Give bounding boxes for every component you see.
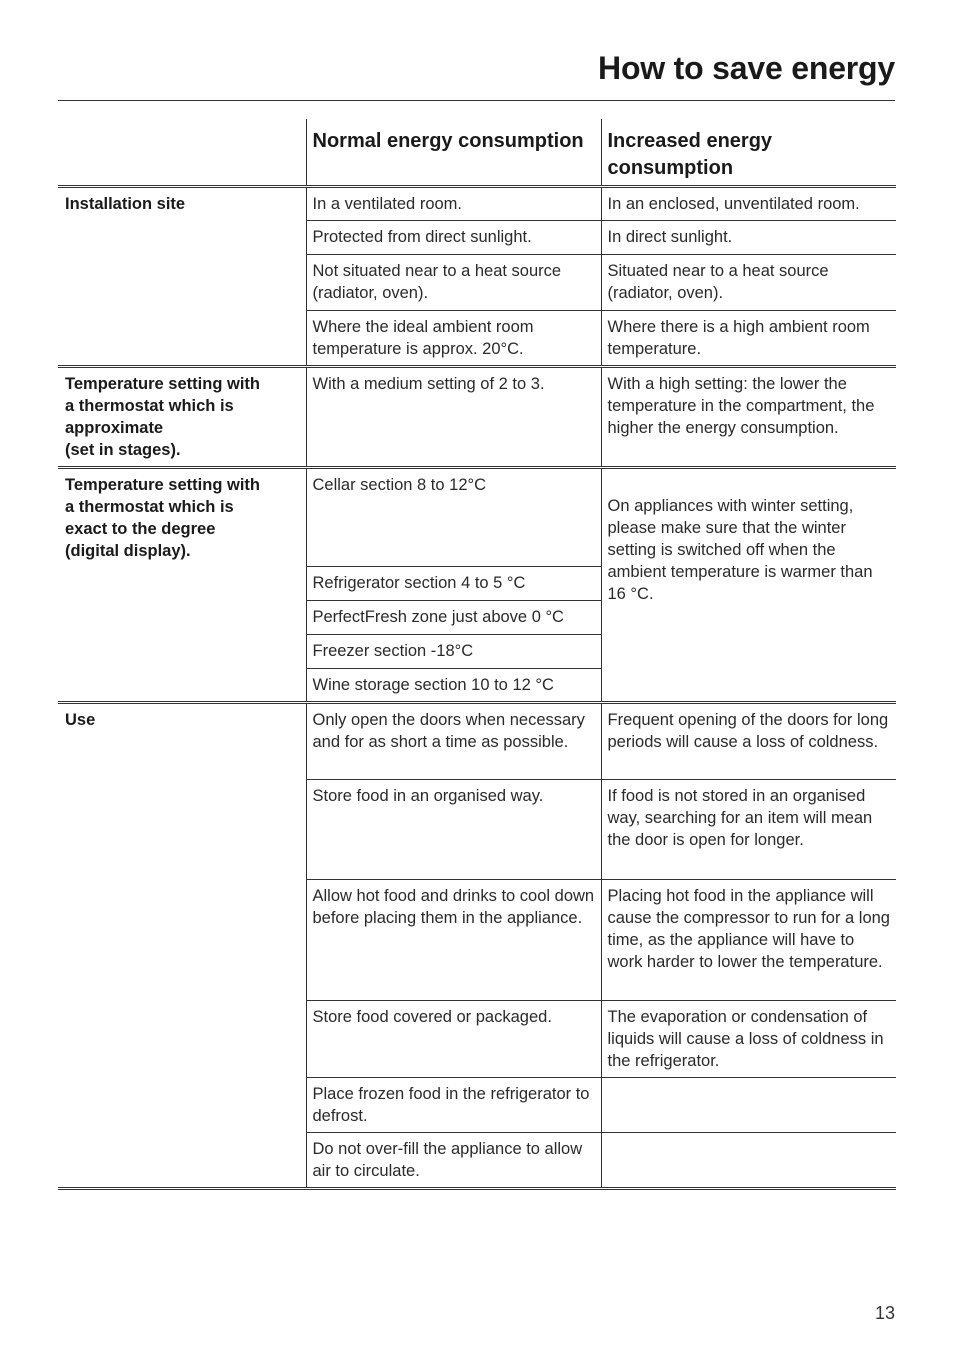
normal-cell: With a medium setting of 2 to 3.	[306, 367, 601, 468]
increased-cell	[601, 1133, 896, 1189]
label-line: a thermostat which is	[65, 498, 234, 516]
label-line: Temperature setting with	[65, 476, 260, 494]
increased-cell: Situated near to a heat source (radiator, oven).	[601, 255, 896, 311]
row-label-thermostat-stages	[58, 367, 306, 468]
normal-cell: Store food in an organised way.	[306, 780, 601, 880]
label-line: a thermostat which is	[65, 397, 234, 415]
label-line: (set in stages).	[65, 441, 181, 459]
energy-table	[58, 119, 896, 1190]
normal-cell: Allow hot food and drinks to cool down before placing them in the appliance.	[306, 880, 601, 1001]
normal-cell: Place frozen food in the refrigerator to defrost.	[306, 1078, 601, 1133]
increased-cell: Where there is a high ambient room temperature.	[601, 311, 896, 367]
normal-cell: Protected from direct sunlight.	[306, 221, 601, 255]
normal-cell: Store food covered or packaged.	[306, 1001, 601, 1078]
increased-cell: If food is not stored in an organised way, searching for an item will mean the door is open for longer.	[601, 780, 896, 880]
increased-cell: Placing hot food in the appliance will cause the compressor to run for a long time, as the appliance will have to work harder to lower the temperature.	[601, 880, 896, 1001]
label-line: Temperature setting with	[65, 375, 260, 393]
label-line: exact to the degree	[65, 520, 216, 538]
increased-cell-winter: On appliances with winter setting, please make sure that the winter setting is switched off when the ambient temperature is warmer than 16 °C.	[601, 468, 896, 703]
increased-cell: With a high setting: the lower the temperature in the compartment, the higher the energy consumption.	[601, 367, 896, 468]
normal-cell: Only open the doors when necessary and for as short a time as possible.	[306, 703, 601, 780]
normal-cell: Cellar section 8 to 12°C	[306, 468, 601, 567]
normal-cell: In a ventilated room.	[306, 187, 601, 221]
label-line: approximate	[65, 419, 164, 437]
label-line: (digital display).	[65, 542, 191, 560]
increased-cell: The evaporation or condensation of liquids will cause a loss of coldness in the refrigerator.	[601, 1001, 896, 1078]
normal-cell: Do not over-fill the appliance to allow air to circulate.	[306, 1133, 601, 1189]
normal-cell: Not situated near to a heat source (radiator, oven).	[306, 255, 601, 311]
increased-cell	[601, 1078, 896, 1133]
increased-cell: In an enclosed, unventilated room.	[601, 187, 896, 221]
row-label-thermostat-digital	[58, 468, 306, 703]
header-empty	[58, 119, 306, 187]
normal-cell: PerfectFresh zone just above 0 °C	[306, 601, 601, 635]
increased-cell: Frequent opening of the doors for long periods will cause a loss of coldness.	[601, 703, 896, 780]
table-row	[58, 187, 896, 221]
normal-cell: Wine storage section 10 to 12 °C	[306, 669, 601, 703]
row-label-use: Use	[58, 703, 306, 1189]
table-row	[58, 367, 896, 468]
normal-cell: Freezer section -18°C	[306, 635, 601, 669]
header-normal: Normal energy consumption	[306, 119, 601, 187]
table-row	[58, 468, 896, 567]
row-label-installation: Installation site	[58, 187, 306, 367]
normal-cell: Refrigerator section 4 to 5 °C	[306, 567, 601, 601]
header-increased: Increased energy consumption	[601, 119, 896, 187]
page-title: How to save energy	[598, 50, 895, 86]
table-row	[58, 703, 896, 780]
increased-cell: In direct sunlight.	[601, 221, 896, 255]
normal-cell: Where the ideal ambient room temperature is approx. 20°C.	[306, 311, 601, 367]
page-number: 13	[874, 1303, 895, 1323]
title-rule	[58, 100, 895, 101]
table-header-row	[58, 119, 896, 187]
